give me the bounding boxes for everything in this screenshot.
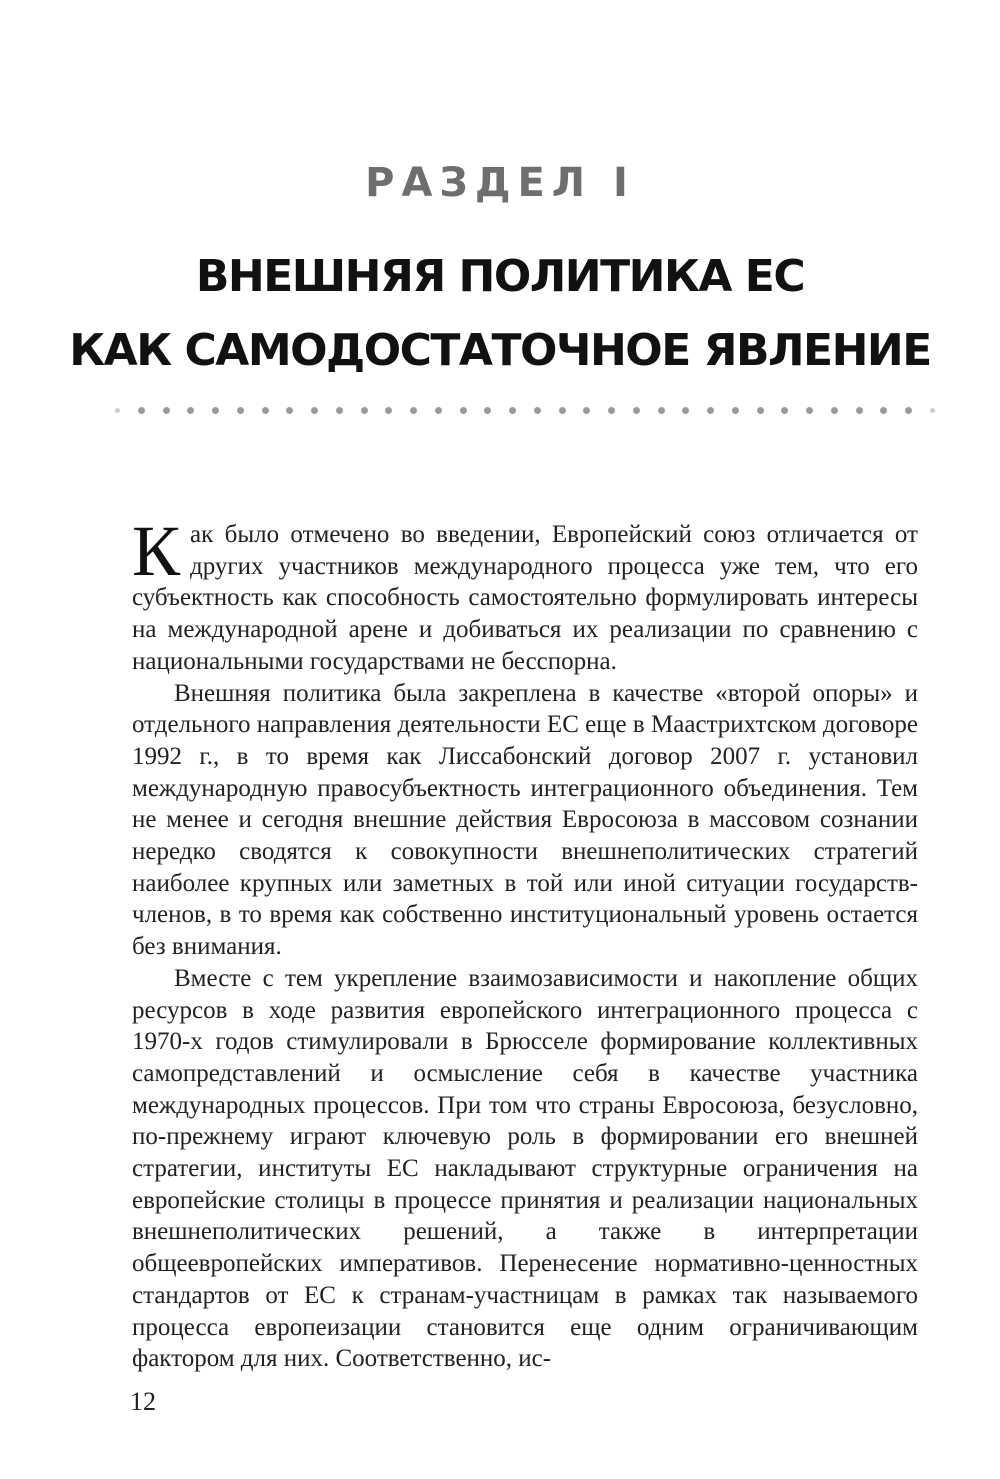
divider-dot <box>336 407 343 414</box>
divider-dot <box>460 407 467 414</box>
divider-dot <box>781 407 788 414</box>
divider-dot <box>658 407 665 414</box>
divider-dot <box>930 408 935 413</box>
dotted-divider <box>115 400 935 420</box>
divider-dot <box>163 407 170 414</box>
divider-dot <box>559 407 566 414</box>
divider-dot <box>361 407 368 414</box>
divider-dot <box>608 407 615 414</box>
section-title-line-2: КАК САМОДОСТАТОЧНОЕ ЯВЛЕНИЕ <box>69 325 931 376</box>
divider-dot <box>534 407 541 414</box>
divider-dot <box>286 407 293 414</box>
paragraph-3: Вместе с тем укрепление взаимозависимости и накопление общих ресурсов в ходе развития европейского интеграционного процесса с 1970-х годов стимулировали в Брюсселе формирование коллективных самопредставлений и осмысление себя в качестве участника международных процессов. При том что страны Евросоюза, безусловно, по-прежнему играют ключевую роль в формировании его внешней стратегии, институты ЕС накладывают структурные ограничения на европейские столицы в процессе принятия и реализации национальных внешнеполитических решений, а также в интерпретации общеевропейских императивов. Перенесение нормативно-ценностных стандартов от ЕС к странам-участницам в рамках так называемого процесса европеизации становится еще одним ограничивающим фактором для них. Соответственно, ис- <box>132 964 918 1373</box>
divider-dot <box>633 407 640 414</box>
divider-dot <box>905 407 912 414</box>
divider-dot <box>757 407 764 414</box>
paragraph-2: Внешняя политика была закреплена в качестве «второй опоры» и отдельного направления деятельности ЕС еще в Маастрихтском договоре 1992 г., в то время как Лиссабонский договор 2007 г. установил международную правосубъектность интеграционного объединения. Тем не менее и сегодня внешние действия Евросоюза в массовом сознании нередко сводятся к совокупности внешнеполитических стратегий наиболее крупных или заметных в той или иной ситуации государств-членов, в то время как собственно институциональный уровень остается без внимания. <box>132 679 918 961</box>
paragraph-1-text: ак было отмечено во введении, Европейский союз отличается от других участников международного процесса уже тем, что его субъектность как способность самостоятельно формулировать интересы на международной арене и добиваться их реализации по сравнению с национальными государствами не бесспорна. <box>132 521 918 675</box>
divider-dot <box>707 407 714 414</box>
divider-dot <box>509 407 516 414</box>
divider-dot <box>410 407 417 414</box>
divider-dot <box>682 407 689 414</box>
divider-dot <box>385 407 392 414</box>
divider-dot <box>732 407 739 414</box>
divider-dot <box>880 407 887 414</box>
divider-dot <box>115 408 120 413</box>
section-label: РАЗДЕЛ I <box>365 160 635 206</box>
divider-dot <box>806 407 813 414</box>
divider-dot <box>262 407 269 414</box>
drop-cap: К <box>132 511 181 591</box>
section-title-line-1: ВНЕШНЯЯ ПОЛИТИКА ЕС <box>195 251 805 302</box>
divider-dot <box>583 407 590 414</box>
page-number: 12 <box>130 1387 156 1416</box>
divider-dot <box>484 407 491 414</box>
divider-dot <box>311 407 318 414</box>
body-text <box>132 511 918 1375</box>
divider-dot <box>212 407 219 414</box>
divider-dot <box>138 407 145 414</box>
divider-dot <box>237 407 244 414</box>
section-title <box>0 240 1000 388</box>
paragraph-1 <box>132 511 918 678</box>
divider-dot <box>435 407 442 414</box>
divider-dot <box>856 407 863 414</box>
divider-dot <box>831 407 838 414</box>
divider-dot <box>187 407 194 414</box>
